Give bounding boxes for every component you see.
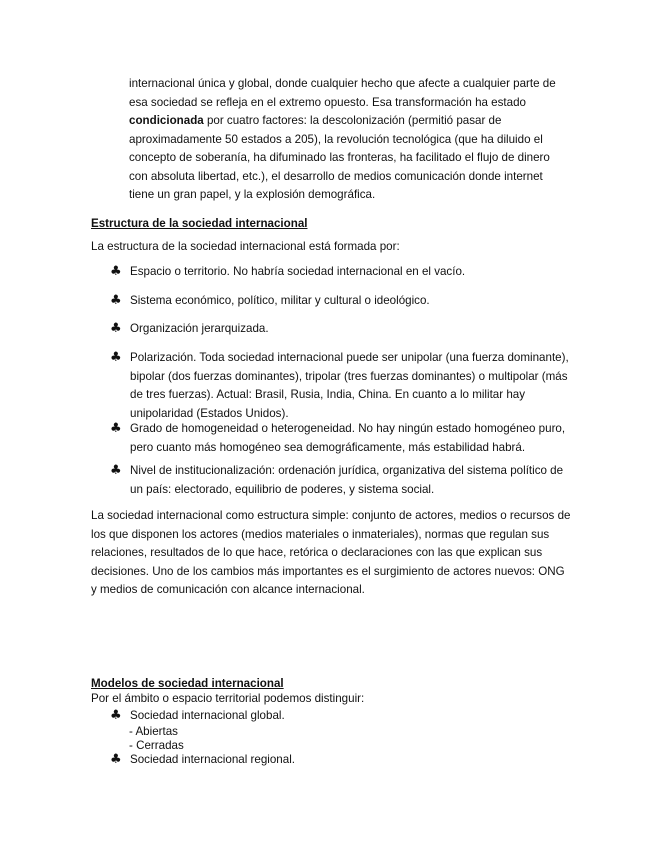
list-item-text: Nivel de institucionalización: ordenación jurídica, organizativa del sistema político de un país: electorado, equilibrio de poderes, y sistema social.: [130, 464, 564, 496]
list-item-text: Sociedad internacional regional.: [130, 753, 296, 766]
list-item: [110, 709, 550, 723]
list-item: [110, 320, 570, 339]
list-item-text: Organización jerarquizada.: [130, 322, 269, 335]
list-item: [110, 292, 570, 311]
section-heading-modelos: Modelos de sociedad internacional: [91, 677, 284, 690]
sub-list-item: - Cerradas: [129, 739, 184, 752]
club-bullet-icon: ♣: [110, 752, 122, 767]
intro-bold-term: condicionada: [129, 114, 204, 127]
sub-list-item: - Abiertas: [129, 725, 178, 738]
club-bullet-icon: ♣: [110, 708, 122, 723]
club-bullet-icon: ♣: [110, 350, 122, 365]
structure-paragraph: La sociedad internacional como estructura simple: conjunto de actores, medios o recursos de los que disponen los actores (medios materiales o inmateriales), normas que regulan sus relaciones, resultados de lo que hace, retórica o declaraciones con las que explican sus decisiones. Uno de los cambios más importantes es el surgimiento de actores nuevos: ONG y medios de comunicación con alcance internacional.: [91, 509, 571, 596]
list-item-text: Espacio o territorio. No habría sociedad internacional en el vacío.: [130, 265, 466, 278]
list-item-text: Sociedad internacional global.: [130, 709, 285, 722]
intro-paragraph: [129, 75, 569, 205]
intro-text-part1: internacional única y global, donde cualquier hecho que afecte a cualquier parte de esa sociedad se refleja en el extremo opuesto. Esa transformación ha estado: [129, 77, 556, 109]
list-item: [110, 753, 550, 767]
list-item: [110, 263, 570, 282]
intro-text-part2: por cuatro factores: la descolonización (permitió pasar de aproximadamente 50 estados a 205), la revolución tecnológica (que ha diluido el concepto de soberanía, ha difuminado las fronteras, ha facilitado el flujo de dinero con absoluta libertad, etc.), el desarrollo de medios comunicación donde internet tiene un gran papel, y la explosión demográfica.: [129, 114, 550, 201]
section-lead-modelos: Por el ámbito o espacio territorial podemos distinguir:: [91, 692, 365, 705]
club-bullet-icon: ♣: [110, 264, 122, 279]
section-lead-estructura: La estructura de la sociedad internacional está formada por:: [91, 240, 400, 253]
club-bullet-icon: ♣: [110, 293, 122, 308]
club-bullet-icon: ♣: [110, 421, 122, 436]
list-item: [110, 462, 570, 499]
section-heading-estructura: Estructura de la sociedad internacional: [91, 217, 308, 230]
list-item: [110, 420, 570, 457]
list-item: [110, 349, 570, 423]
club-bullet-icon: ♣: [110, 321, 122, 336]
club-bullet-icon: ♣: [110, 463, 122, 478]
list-item-text: Grado de homogeneidad o heterogeneidad. No hay ningún estado homogéneo puro, pero cuanto más homogéneo sea demográficamente, más estabilidad habrá.: [130, 422, 566, 454]
list-item-text: Polarización. Toda sociedad internacional puede ser unipolar (una fuerza dominante), bipolar (dos fuerzas dominantes), tripolar (tres fuerzas dominantes) o multipolar (más de tres fuerzas). Actual: Brasil, Rusia, India, China. En cuanto a lo militar hay unipolaridad (Estados Unidos).: [130, 351, 569, 420]
list-item-text: Sistema económico, político, militar y cultural o ideológico.: [130, 294, 430, 307]
